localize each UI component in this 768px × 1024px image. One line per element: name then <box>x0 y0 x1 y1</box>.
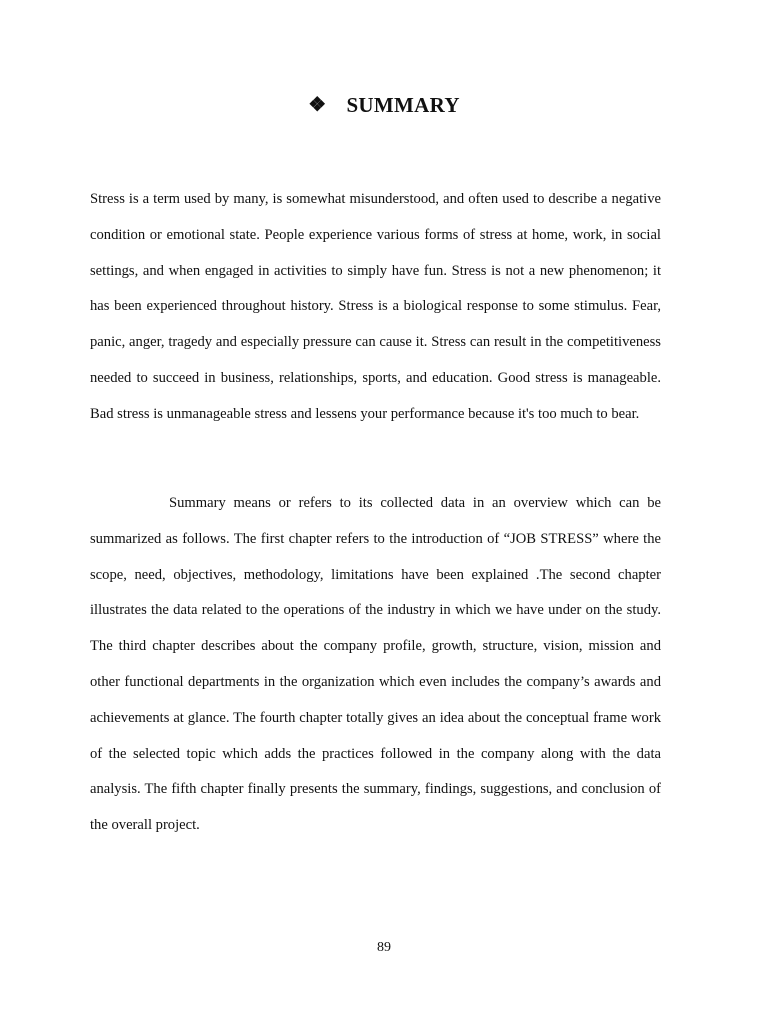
paragraph-chapter-summary: Summary means or refers to its collected data in an overview which can be summarized as follows. The first chapter refers to the introduction of “JOB STRESS” where the scope, need, objectives, methodology, limitations have been explained .The second chapter illustrates the data related to the operations of the industry in which we have under on the study. The third chapter describes about the company profile, growth, structure, vision, mission and other functional departments in the organization which even includes the company’s awards and achievements at glance. The fourth chapter totally gives an idea about the conceptual frame work of the selected topic which adds the practices followed in the company along with the data analysis. The fifth chapter finally presents the summary, findings, suggestions, and conclusion of the overall project. <box>90 495 661 834</box>
diamond-bullet-icon: ❖ <box>308 94 327 116</box>
paragraph-stress-definition: Stress is a term used by many, is somewhat misunderstood, and often used to describe a negative condition or emotional state. People experience various forms of stress at home, work, in social settings, and when engaged in activities to simply have fun. Stress is not a new phenomenon; it has been experienced throughout history. Stress is a biological response to some stimulus. Fear, panic, anger, tragedy and especially pressure can cause it. Stress can result in the competitiveness needed to succeed in business, relationships, sports, and education. Good stress is manageable. Bad stress is unmanageable stress and lessens your performance because it's too much to bear. <box>90 191 661 422</box>
page-number: 89 <box>377 940 391 955</box>
section-heading <box>0 92 768 118</box>
page-title: SUMMARY <box>346 93 460 117</box>
